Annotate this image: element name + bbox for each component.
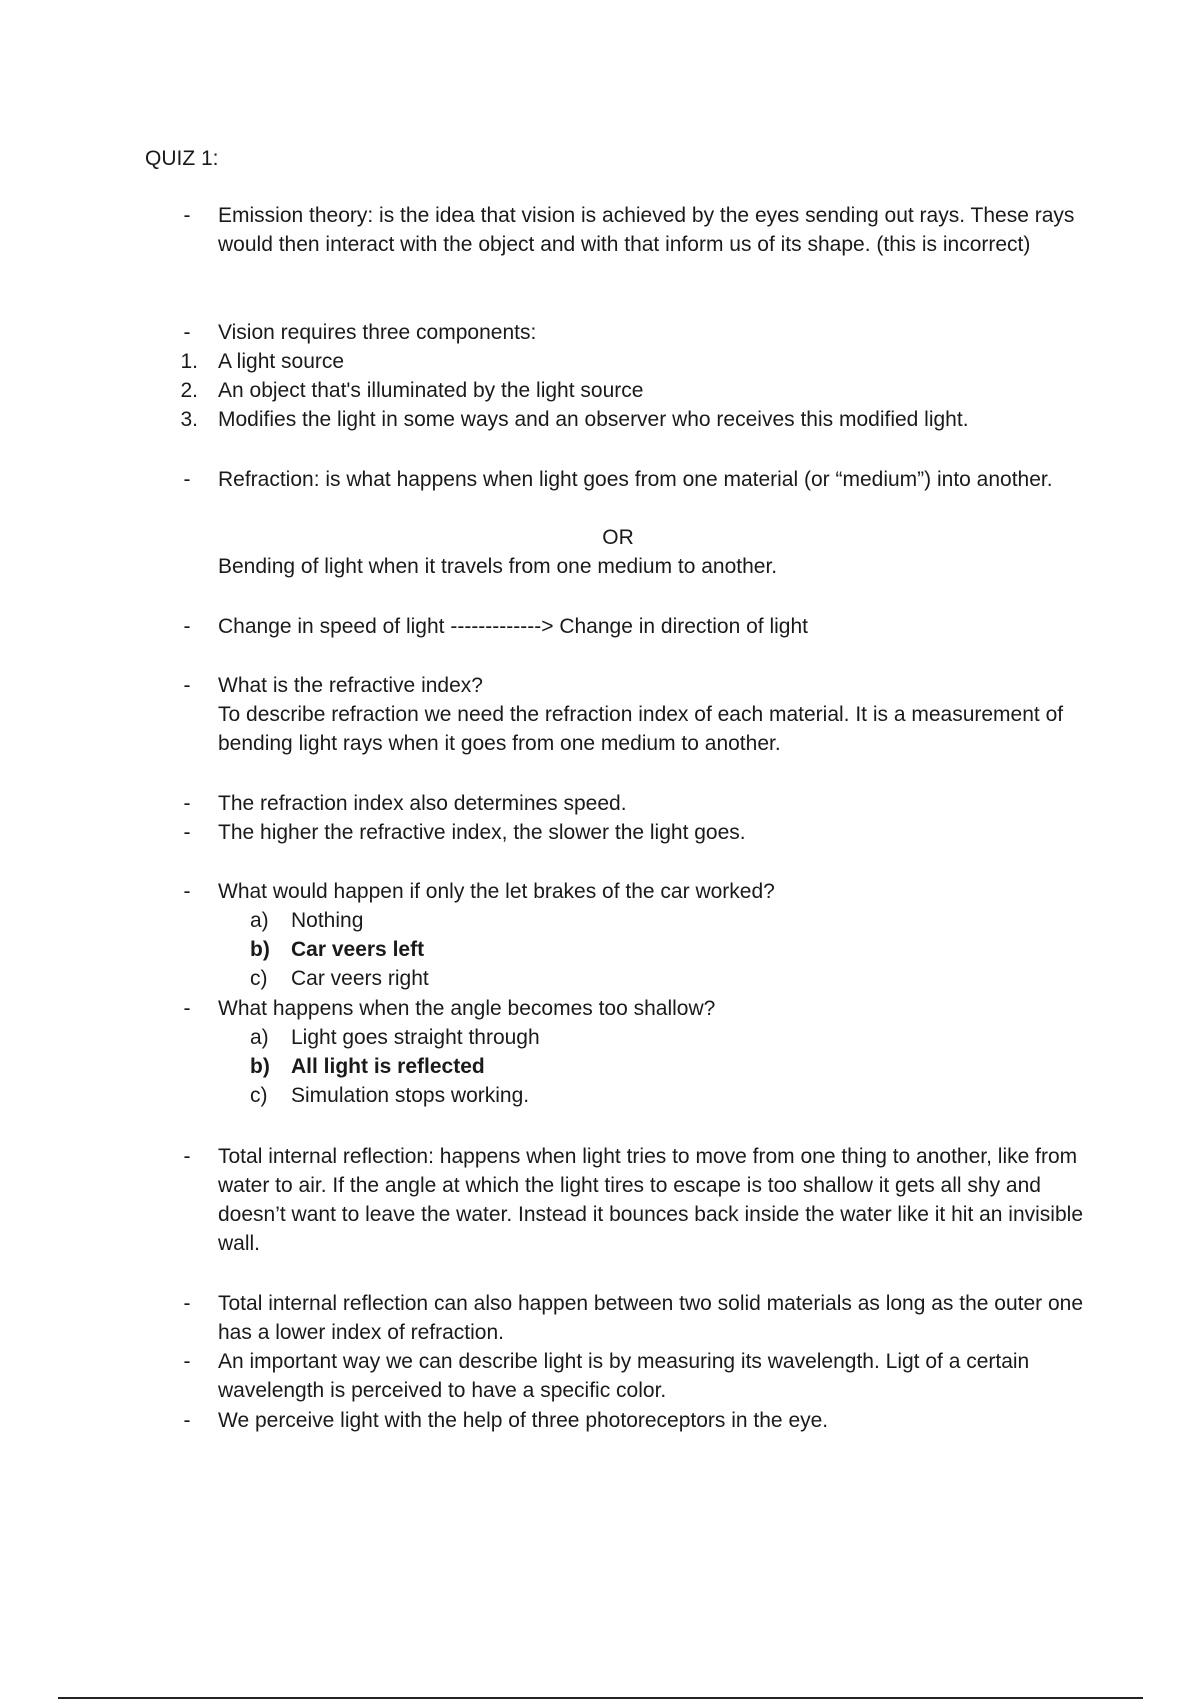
option-text: Car veers right bbox=[291, 967, 429, 990]
number-marker: 2. bbox=[180, 379, 198, 402]
bullet-marker: - bbox=[183, 880, 191, 903]
bullet-text: Total internal reflection can also happen between two solid materials as long as the outer one has a lower index of refraction. bbox=[218, 1292, 1084, 1344]
bullet-text: Total internal reflection: happens when light tries to move from one thing to another, like from water to air. If the angle at which the light tires to escape is too shallow it gets all shy and doesn’t want to leave the water. Instead it bounces back inside the water like it hit an invisible wall. bbox=[218, 1145, 1083, 1255]
bullet-text: What is the refractive index? bbox=[218, 674, 483, 697]
bullet-text: What happens when the angle becomes too shallow? bbox=[218, 997, 716, 1020]
option-marker: b) bbox=[250, 1055, 270, 1078]
option-text: Light goes straight through bbox=[291, 1026, 540, 1049]
option-text: Simulation stops working. bbox=[291, 1084, 530, 1107]
bullet-marker: - bbox=[183, 1350, 191, 1373]
bullet-text: Emission theory: is the idea that vision is achieved by the eyes sending out rays. These rays would then interact with the object and with that inform us of its shape. (this is incorrect) bbox=[218, 204, 1075, 256]
bullet-text: Vision requires three components: bbox=[218, 321, 537, 344]
bullet-text: An important way we can describe light is by measuring its wavelength. Ligt of a certain wavelength is perceived to have a specific color. bbox=[218, 1350, 1030, 1402]
page-title: QUIZ 1: bbox=[145, 147, 219, 170]
footer-divider bbox=[58, 1697, 1143, 1699]
option-marker: c) bbox=[250, 967, 268, 990]
option-marker: b) bbox=[250, 938, 270, 961]
option-marker: a) bbox=[250, 909, 269, 932]
bullet-marker: - bbox=[183, 792, 191, 815]
number-marker: 1. bbox=[180, 350, 198, 373]
bullet-text: The higher the refractive index, the slower the light goes. bbox=[218, 821, 746, 844]
paragraph-text: Bending of light when it travels from one medium to another. bbox=[218, 555, 778, 578]
bullet-marker: - bbox=[183, 997, 191, 1020]
bullet-marker: - bbox=[183, 615, 191, 638]
bullet-marker: - bbox=[183, 1145, 191, 1168]
bullet-marker: - bbox=[183, 321, 191, 344]
bullet-text: We perceive light with the help of three photoreceptors in the eye. bbox=[218, 1409, 829, 1432]
numbered-item-text: Modifies the light in some ways and an observer who receives this modified light. bbox=[218, 408, 969, 431]
bullet-marker: - bbox=[183, 468, 191, 491]
bullet-text: What would happen if only the let brakes of the car worked? bbox=[218, 880, 775, 903]
option-marker: c) bbox=[250, 1084, 268, 1107]
bullet-marker: - bbox=[183, 1292, 191, 1315]
option-text: All light is reflected bbox=[291, 1055, 485, 1078]
bullet-text: Change in speed of light -------------> Change in direction of light bbox=[218, 615, 808, 638]
option-text: Nothing bbox=[291, 909, 364, 932]
bullet-marker: - bbox=[183, 204, 191, 227]
bullet-text: Refraction: is what happens when light goes from one material (or “medium”) into another. bbox=[218, 468, 1053, 491]
bullet-marker: - bbox=[183, 1409, 191, 1432]
option-text: Car veers left bbox=[291, 938, 425, 961]
paragraph-text: To describe refraction we need the refraction index of each material. It is a measurement of bending light rays when it goes from one medium to another. bbox=[218, 703, 1064, 755]
numbered-item-text: A light source bbox=[218, 350, 345, 373]
option-marker: a) bbox=[250, 1026, 269, 1049]
or-separator: OR bbox=[602, 526, 634, 549]
number-marker: 3. bbox=[180, 408, 198, 431]
bullet-marker: - bbox=[183, 821, 191, 844]
numbered-item-text: An object that's illuminated by the light source bbox=[218, 379, 644, 402]
bullet-marker: - bbox=[183, 674, 191, 697]
bullet-text: The refraction index also determines speed. bbox=[218, 792, 627, 815]
